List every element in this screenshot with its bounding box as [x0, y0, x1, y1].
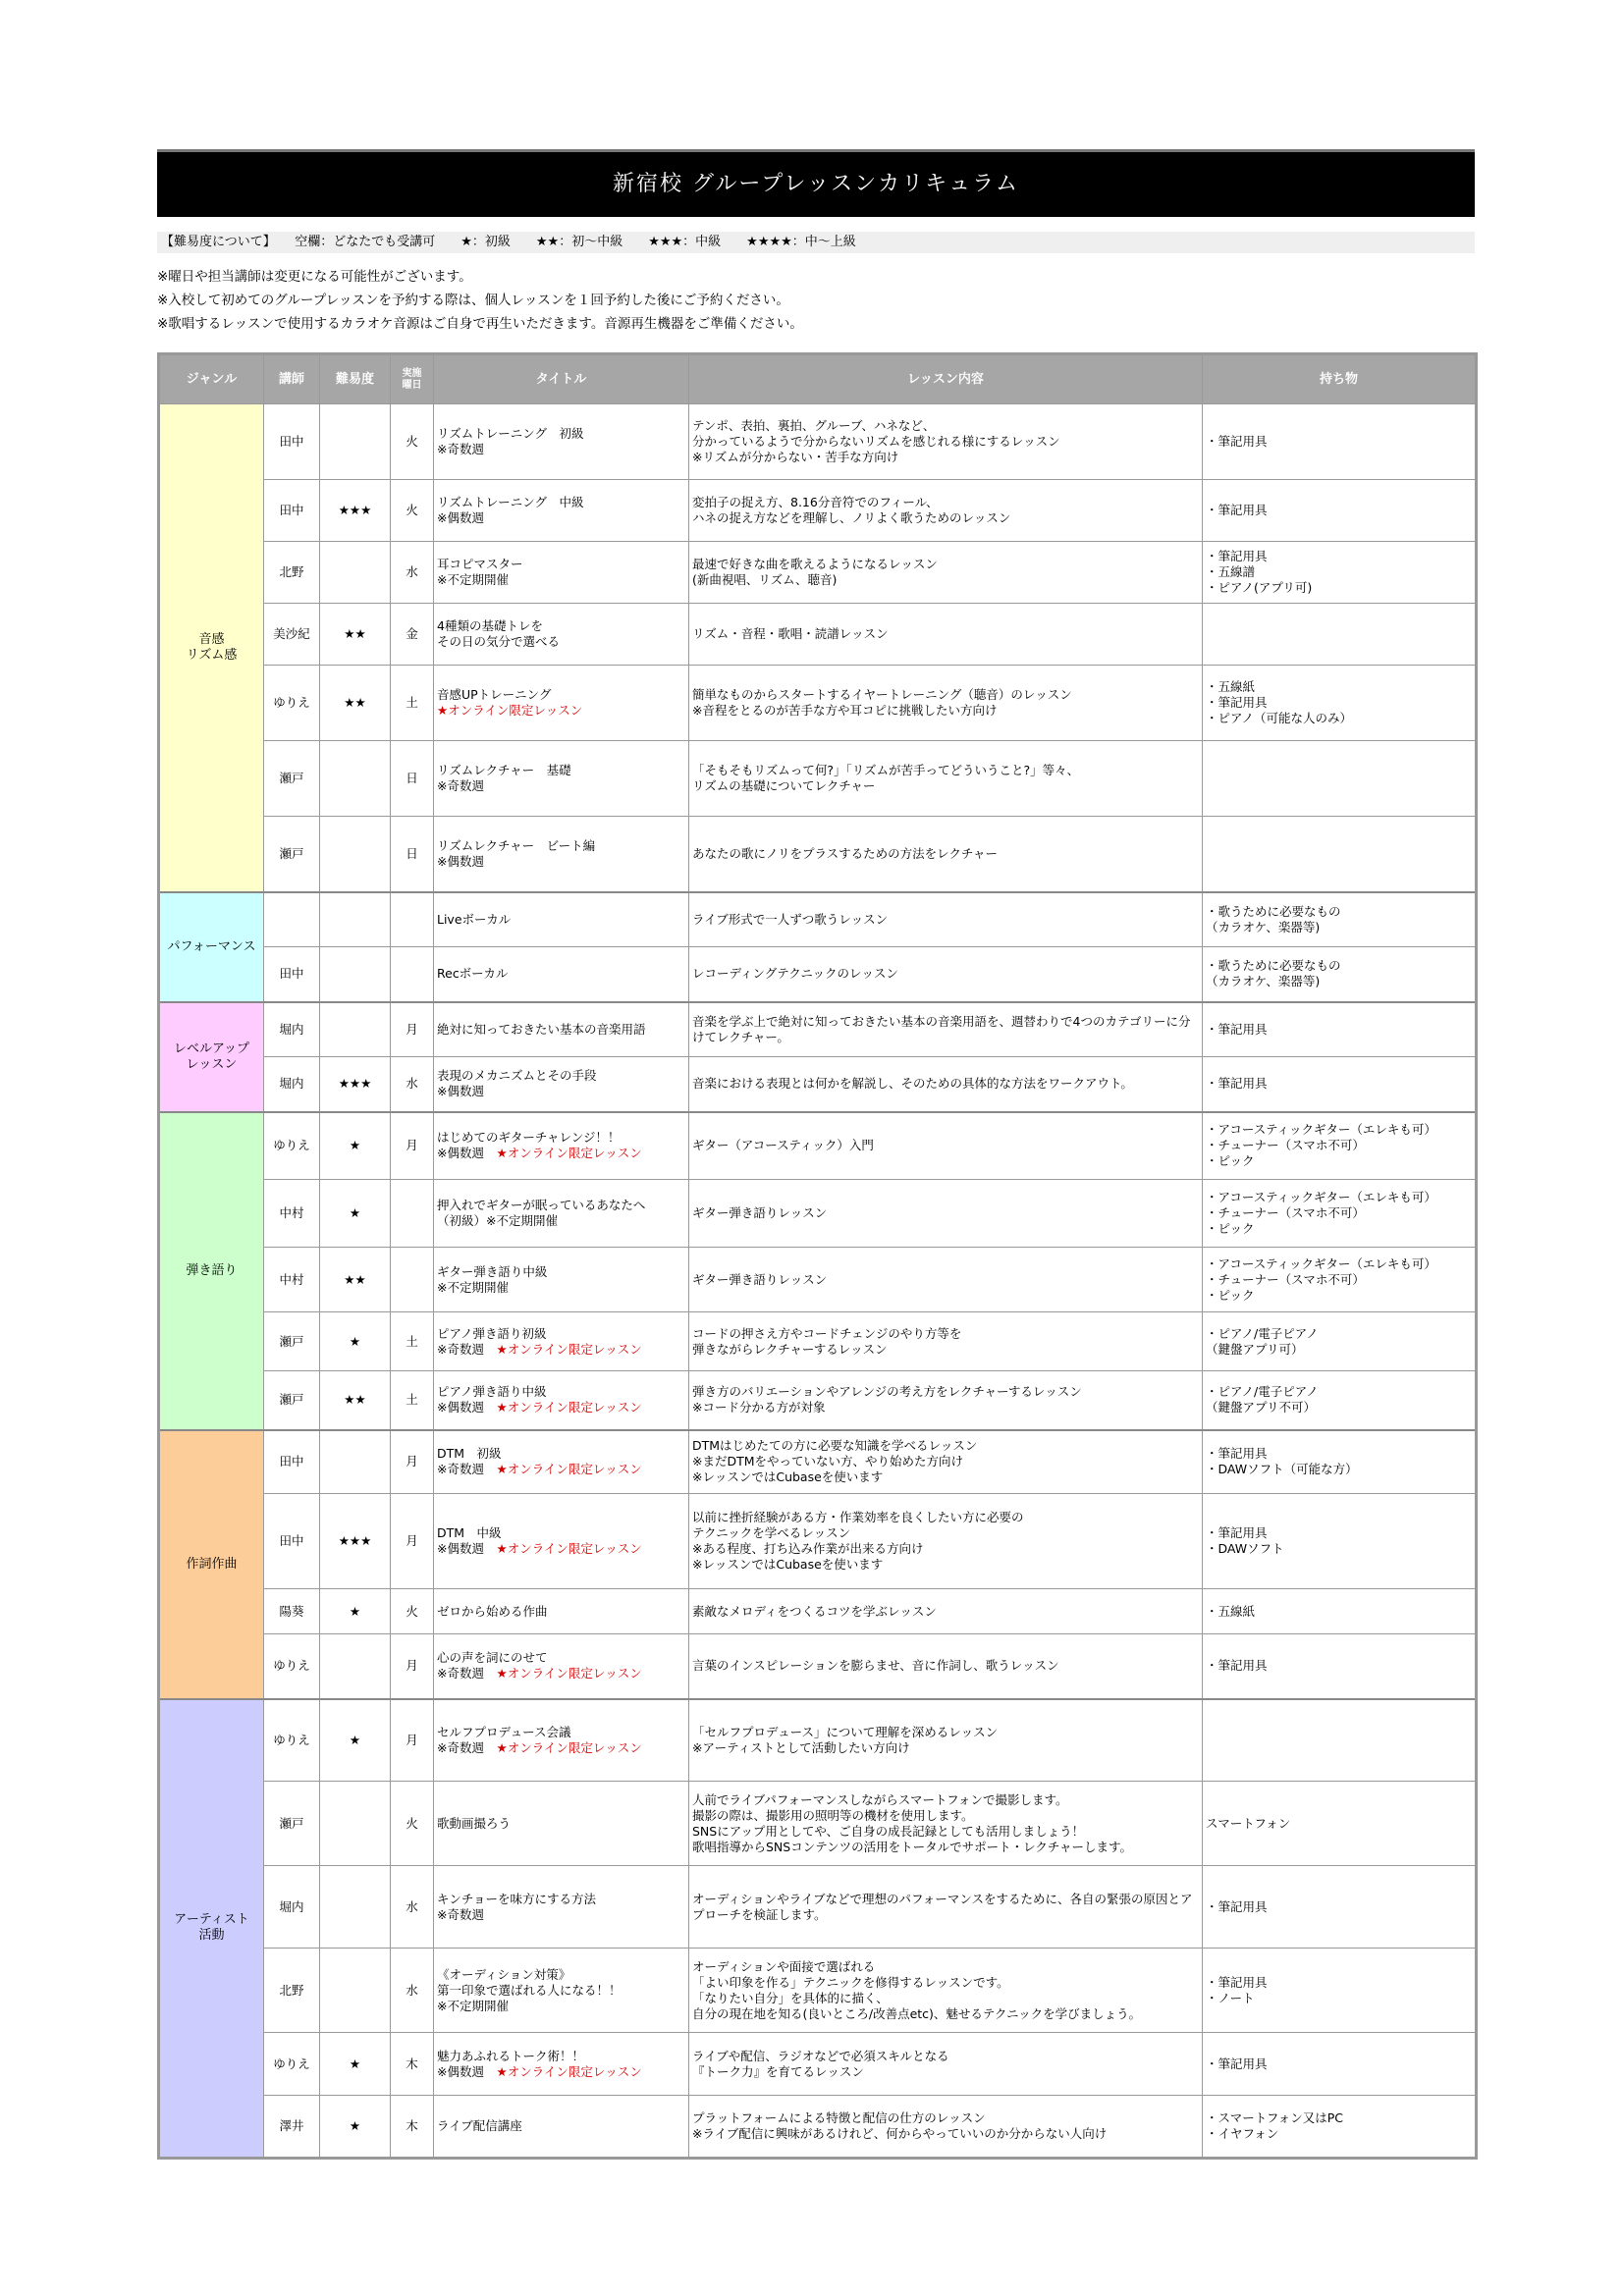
table-row: [159, 666, 1477, 741]
title-cell: [434, 1180, 689, 1248]
lesson-schedule-note: ※偶数週: [437, 1146, 497, 1161]
lesson-schedule-note: ※偶数週: [437, 1541, 497, 1556]
items-cell: スマートフォン: [1203, 1782, 1477, 1866]
lesson-title: Recボーカル: [437, 966, 509, 982]
lesson-title: 魅力あふれるトーク術！！: [437, 2048, 585, 2063]
lesson-schedule-note: ※奇数週: [437, 442, 484, 456]
lesson-schedule-note: ※不定期開催: [437, 1279, 509, 1295]
title-cell: [434, 2096, 689, 2159]
table-row: [159, 404, 1477, 480]
day-cell: [391, 1248, 434, 1312]
day-cell: 日: [391, 741, 434, 817]
items-cell: ・スマートフォン又はPC ・イヤフォン: [1203, 2096, 1477, 2159]
level-cell: [320, 1002, 391, 1057]
header-day: 実施 曜日: [391, 354, 434, 404]
title-cell: [434, 1866, 689, 1949]
table-row: [159, 947, 1477, 1002]
title-cell: [434, 1112, 689, 1180]
items-cell: [1203, 1699, 1477, 1782]
level-cell: [320, 404, 391, 480]
online-only-badge: ★オンライン限定レッスン: [496, 2063, 642, 2079]
level-cell: [320, 1949, 391, 2033]
page-title: 新宿校 グループレッスンカリキュラム: [157, 149, 1475, 217]
lesson-title: DTM 中級: [437, 1525, 502, 1540]
table-row: [159, 1180, 1477, 1248]
teacher-cell: 瀬戸: [264, 1371, 320, 1430]
day-cell: 水: [391, 1057, 434, 1112]
content-cell: あなたの歌にノリをプラスするための方法をレクチャー: [689, 817, 1203, 892]
teacher-cell: 田中: [264, 947, 320, 1002]
level-cell: [320, 1430, 391, 1494]
items-cell: ・アコースティックギター（エレキも可） ・チューナー（スマホ不可） ・ピック: [1203, 1248, 1477, 1312]
lesson-title: セルフプロデュース会議: [437, 1724, 571, 1739]
lesson-title: キンチョーを味方にする方法: [437, 1891, 597, 1906]
lesson-schedule-note: ※偶数週: [437, 1400, 497, 1415]
table-row: [159, 817, 1477, 892]
teacher-cell: 北野: [264, 542, 320, 604]
items-cell: [1203, 604, 1477, 666]
items-cell: ・五線紙 ・筆記用具 ・ピアノ（可能な人のみ）: [1203, 666, 1477, 741]
note: ※曜日や担当講師は変更になる可能性がございます。: [157, 269, 472, 285]
content-cell: 簡単なものからスタートするイヤートレーニング（聴音）のレッスン ※音程をとるのが苦手な方や耳コピに挑戦したい方向け: [689, 666, 1203, 741]
teacher-cell: 田中: [264, 404, 320, 480]
lesson-schedule-note: ※奇数週: [437, 1341, 497, 1357]
day-cell: 月: [391, 1494, 434, 1589]
content-cell: 弾き方のバリエーションやアレンジの考え方をレクチャーするレッスン ※コード分かる方が対象: [689, 1371, 1203, 1430]
lesson-title: 心の声を詞にのせて: [437, 1650, 548, 1666]
page: [157, 149, 1475, 2160]
level-cell: [320, 1782, 391, 1866]
online-only-badge: ★オンライン限定レッスン: [437, 703, 583, 718]
teacher-cell: 田中: [264, 480, 320, 542]
teacher-cell: 瀬戸: [264, 1782, 320, 1866]
online-only-badge: ★オンライン限定レッスン: [496, 1666, 642, 1682]
day-cell: 土: [391, 666, 434, 741]
title-cell: [434, 1699, 689, 1782]
teacher-cell: 堀内: [264, 1866, 320, 1949]
genre-cell: 作詞作曲: [159, 1430, 264, 1699]
online-only-badge: ★オンライン限定レッスン: [496, 1341, 642, 1357]
level-cell: [320, 1634, 391, 1699]
title-cell: [434, 1248, 689, 1312]
day-cell: 水: [391, 1866, 434, 1949]
table-row: [159, 1866, 1477, 1949]
day-cell: [391, 947, 434, 1002]
lesson-schedule-note: ※不定期開催: [437, 1998, 509, 2013]
items-cell: ・歌うために必要なもの （カラオケ、楽器等): [1203, 892, 1477, 947]
teacher-cell: 堀内: [264, 1002, 320, 1057]
content-cell: ライブ形式で一人ずつ歌うレッスン: [689, 892, 1203, 947]
teacher-cell: [264, 892, 320, 947]
table-row: [159, 1430, 1477, 1494]
day-cell: [391, 892, 434, 947]
content-cell: リズム・音程・歌唱・読譜レッスン: [689, 604, 1203, 666]
content-cell: レコーディングテクニックのレッスン: [689, 947, 1203, 1002]
items-cell: ・筆記用具: [1203, 1866, 1477, 1949]
items-cell: ・筆記用具: [1203, 1002, 1477, 1057]
lesson-schedule-note: ※奇数週: [437, 778, 484, 793]
teacher-cell: 田中: [264, 1430, 320, 1494]
teacher-cell: 中村: [264, 1180, 320, 1248]
lesson-title: Liveボーカル: [437, 911, 512, 927]
content-cell: テンポ、表拍、裏拍、グルーブ、ハネなど、 分かっているようで分からないリズムを感じれる様にするレッスン ※リズムが分からない・苦手な方向け: [689, 404, 1203, 480]
lesson-schedule-note: ※不定期開催: [437, 572, 509, 587]
table-row: [159, 1782, 1477, 1866]
teacher-cell: 瀬戸: [264, 741, 320, 817]
level-cell: ★★: [320, 666, 391, 741]
day-cell: 金: [391, 604, 434, 666]
teacher-cell: 中村: [264, 1248, 320, 1312]
items-cell: ・筆記用具: [1203, 2033, 1477, 2096]
teacher-cell: 堀内: [264, 1057, 320, 1112]
title-cell: [434, 666, 689, 741]
online-only-badge: ★オンライン限定レッスン: [496, 1146, 642, 1161]
online-only-badge: ★オンライン限定レッスン: [496, 1541, 642, 1556]
day-cell: 月: [391, 1112, 434, 1180]
day-cell: 火: [391, 404, 434, 480]
teacher-cell: ゆりえ: [264, 2033, 320, 2096]
items-cell: ・ピアノ/電子ピアノ （鍵盤アプリ可）: [1203, 1312, 1477, 1371]
level-cell: ★★★: [320, 480, 391, 542]
level-cell: ★★: [320, 1248, 391, 1312]
lesson-title: リズムトレーニング 初級: [437, 426, 584, 441]
genre-cell: 弾き語り: [159, 1112, 264, 1430]
title-cell: [434, 2033, 689, 2096]
day-cell: 水: [391, 1949, 434, 2033]
items-cell: ・筆記用具 ・ノート: [1203, 1949, 1477, 2033]
title-cell: [434, 1949, 689, 2033]
lesson-schedule-note: ※偶数週: [437, 2063, 497, 2079]
lesson-title: 音感UPトレーニング: [437, 687, 552, 702]
teacher-cell: 北野: [264, 1949, 320, 2033]
table-row: [159, 2096, 1477, 2159]
items-cell: ・筆記用具: [1203, 480, 1477, 542]
table-row: [159, 542, 1477, 604]
items-cell: [1203, 741, 1477, 817]
lesson-title: ゼロから始める作曲: [437, 1603, 548, 1619]
content-cell: 人前でライブパフォーマンスしながらスマートフォンで撮影します。 撮影の際は、撮影用の照明等の機材を使用します。 SNSにアップ用としてや、ご自身の成長記録としても活用しましょう！ 歌唱指導からSNSコンテンツの活用をトータルでサポート・レクチャーします。: [689, 1782, 1203, 1866]
genre-cell: レベルアップ レッスン: [159, 1002, 264, 1112]
note: ※入校して初めてのグループレッスンを予約する際は、個人レッスンを１回予約した後にご予約ください。: [157, 293, 789, 308]
content-cell: 「そもそもリズムって何?」「リズムが苦手ってどういうこと?」等々、 リズムの基礎についてレクチャー: [689, 741, 1203, 817]
day-cell: 火: [391, 480, 434, 542]
title-cell: [434, 741, 689, 817]
header-level: 難易度: [320, 354, 391, 404]
lesson-schedule-note: ※奇数週: [437, 1739, 497, 1755]
level-cell: [320, 892, 391, 947]
teacher-cell: ゆりえ: [264, 1634, 320, 1699]
level-cell: ★: [320, 1312, 391, 1371]
lesson-title: リズムトレーニング 中級: [437, 495, 584, 509]
day-cell: 月: [391, 1699, 434, 1782]
lesson-title: 押入れでギターが眠っているあなたへ （初級）※不定期開催: [437, 1198, 646, 1228]
items-cell: ・歌うために必要なもの （カラオケ、楽器等): [1203, 947, 1477, 1002]
day-cell: 火: [391, 1589, 434, 1634]
content-cell: オーディションやライブなどで理想のパフォーマンスをするために、各自の緊張の原因とアプローチを検証します。: [689, 1866, 1203, 1949]
lesson-title: はじめてのギターチャレンジ！！: [437, 1130, 621, 1146]
items-cell: ・アコースティックギター（エレキも可） ・チューナー（スマホ不可） ・ピック: [1203, 1112, 1477, 1180]
level-cell: [320, 947, 391, 1002]
table-row: [159, 1057, 1477, 1112]
title-cell: [434, 542, 689, 604]
header-row: [159, 354, 1477, 404]
day-cell: 土: [391, 1312, 434, 1371]
table-row: [159, 1494, 1477, 1589]
lesson-schedule-note: ※奇数週: [437, 1462, 497, 1477]
title-cell: [434, 1589, 689, 1634]
level-cell: ★: [320, 1699, 391, 1782]
teacher-cell: ゆりえ: [264, 1699, 320, 1782]
items-cell: ・筆記用具: [1203, 1634, 1477, 1699]
teacher-cell: 瀬戸: [264, 817, 320, 892]
lesson-schedule-note: ※偶数週: [437, 1084, 484, 1099]
title-cell: [434, 1430, 689, 1494]
level-cell: ★: [320, 1112, 391, 1180]
online-only-badge: ★オンライン限定レッスン: [496, 1462, 642, 1477]
day-cell: 月: [391, 1634, 434, 1699]
items-cell: ・筆記用具 ・DAWソフト（可能な方）: [1203, 1430, 1477, 1494]
title-cell: [434, 1312, 689, 1371]
level-cell: [320, 542, 391, 604]
teacher-cell: 瀬戸: [264, 1312, 320, 1371]
title-cell: [434, 947, 689, 1002]
lesson-title: リズムレクチャー ビート編: [437, 837, 596, 853]
level-cell: [320, 741, 391, 817]
table-row: [159, 1002, 1477, 1057]
content-cell: 「セルフプロデュース」について理解を深めるレッスン ※アーティストとして活動したい方向け: [689, 1699, 1203, 1782]
title-cell: [434, 1057, 689, 1112]
content-cell: 変拍子の捉え方、8.16分音符でのフィール、 ハネの捉え方などを理解し、ノリよく歌うためのレッスン: [689, 480, 1203, 542]
teacher-cell: 田中: [264, 1494, 320, 1589]
table-row: [159, 1634, 1477, 1699]
title-cell: [434, 480, 689, 542]
level-cell: ★★: [320, 604, 391, 666]
level-cell: ★: [320, 1589, 391, 1634]
table-row: [159, 1589, 1477, 1634]
lesson-title: ピアノ弾き語り中級: [437, 1384, 547, 1400]
lesson-schedule-note: ※奇数週: [437, 1666, 497, 1682]
items-cell: ・筆記用具: [1203, 404, 1477, 480]
header-title: タイトル: [434, 354, 689, 404]
content-cell: 以前に挫折経験がある方・作業効率を良くしたい方に必要の テクニックを学べるレッスン ※ある程度、打ち込み作業が出来る方向け ※レッスンではCubaseを使います: [689, 1494, 1203, 1589]
day-cell: 木: [391, 2096, 434, 2159]
table-row: [159, 1248, 1477, 1312]
lesson-title: 《オーディション対策》 第一印象で選ばれる人になる！！: [437, 1966, 622, 1998]
table-row: [159, 741, 1477, 817]
items-cell: ・筆記用具 ・DAWソフト: [1203, 1494, 1477, 1589]
title-cell: [434, 604, 689, 666]
day-cell: 土: [391, 1371, 434, 1430]
day-cell: 月: [391, 1430, 434, 1494]
level-cell: ★★: [320, 1371, 391, 1430]
lesson-title: 4種類の基礎トレを その日の気分で選べる: [437, 618, 561, 649]
content-cell: 言葉のインスピレーションを膨らませ、音に作詞し、歌うレッスン: [689, 1634, 1203, 1699]
items-cell: ・筆記用具: [1203, 1057, 1477, 1112]
content-cell: 音楽を学ぶ上で絶対に知っておきたい基本の音楽用語を、週替わりで4つのカテゴリーに分けてレクチャー。: [689, 1002, 1203, 1057]
table-row: [159, 1371, 1477, 1430]
content-cell: DTMはじめたての方に必要な知識を学べるレッスン ※まだDTMをやっていない方、やり始めた方向け ※レッスンではCubaseを使います: [689, 1430, 1203, 1494]
title-cell: [434, 1002, 689, 1057]
note: ※歌唱するレッスンで使用するカラオケ音源はご自身で再生いただきます。音源再生機器をご準備ください。: [157, 316, 803, 332]
items-cell: ・五線紙: [1203, 1589, 1477, 1634]
table-row: [159, 604, 1477, 666]
day-cell: 日: [391, 817, 434, 892]
genre-cell: アーティスト 活動: [159, 1699, 264, 2159]
content-cell: 素敵なメロディをつくるコツを学ぶレッスン: [689, 1589, 1203, 1634]
lesson-schedule-note: ※偶数週: [437, 853, 484, 869]
content-cell: オーディションや面接で選ばれる 「よい印象を作る」テクニックを修得するレッスンです。 「なりたい自分」を具体的に描く、 自分の現在地を知る(良いところ/改善点etc)、魅せるテクニックを学びましょう。: [689, 1949, 1203, 2033]
title-cell: [434, 892, 689, 947]
lesson-title: 絶対に知っておきたい基本の音楽用語: [437, 1021, 646, 1037]
table-row: [159, 1949, 1477, 2033]
level-cell: [320, 1866, 391, 1949]
title-cell: [434, 1494, 689, 1589]
online-only-badge: ★オンライン限定レッスン: [496, 1400, 642, 1415]
items-cell: [1203, 817, 1477, 892]
lesson-title: ライブ配信講座: [437, 2118, 522, 2133]
content-cell: ギター（アコースティック）入門: [689, 1112, 1203, 1180]
items-cell: ・筆記用具 ・五線譜 ・ピアノ(アプリ可): [1203, 542, 1477, 604]
day-cell: 木: [391, 2033, 434, 2096]
lesson-title: 表現のメカニズムとその手段: [437, 1068, 597, 1084]
table-row: [159, 892, 1477, 947]
day-cell: 火: [391, 1782, 434, 1866]
table-row: [159, 480, 1477, 542]
content-cell: プラットフォームによる特徴と配信の仕方のレッスン ※ライブ配信に興味があるけれど、何からやっていいのか分からない人向け: [689, 2096, 1203, 2159]
lesson-title: ピアノ弾き語り初級: [437, 1325, 547, 1341]
level-cell: ★: [320, 2033, 391, 2096]
content-cell: 音楽における表現とは何かを解説し、そのための具体的な方法をワークアウト。: [689, 1057, 1203, 1112]
lesson-title: ギター弾き語り中級: [437, 1263, 548, 1279]
table-body: [159, 404, 1477, 2159]
content-cell: ギター弾き語りレッスン: [689, 1248, 1203, 1312]
lesson-schedule-note: ※奇数週: [437, 1906, 484, 1922]
genre-cell: パフォーマンス: [159, 892, 264, 1002]
content-cell: ライブや配信、ラジオなどで必須スキルとなる 『トーク力』を育てるレッスン: [689, 2033, 1203, 2096]
header-content: レッスン内容: [689, 354, 1203, 404]
level-cell: ★★★: [320, 1057, 391, 1112]
teacher-cell: ゆりえ: [264, 1112, 320, 1180]
content-cell: コードの押さえ方やコードチェンジのやり方等を 弾きながらレクチャーするレッスン: [689, 1312, 1203, 1371]
day-cell: [391, 1180, 434, 1248]
table-row: [159, 1699, 1477, 1782]
title-cell: [434, 1371, 689, 1430]
table-row: [159, 1312, 1477, 1371]
header-teacher: 講師: [264, 354, 320, 404]
lesson-title: DTM 初級: [437, 1446, 502, 1462]
items-cell: ・ピアノ/電子ピアノ （鍵盤アプリ不可）: [1203, 1371, 1477, 1430]
teacher-cell: 陽葵: [264, 1589, 320, 1634]
day-cell: 月: [391, 1002, 434, 1057]
notes: [157, 265, 1475, 336]
title-cell: [434, 404, 689, 480]
items-cell: ・アコースティックギター（エレキも可） ・チューナー（スマホ不可） ・ピック: [1203, 1180, 1477, 1248]
title-cell: [434, 1782, 689, 1866]
header-items: 持ち物: [1203, 354, 1477, 404]
header-genre: ジャンル: [159, 354, 264, 404]
teacher-cell: 美沙紀: [264, 604, 320, 666]
content-cell: ギター弾き語りレッスン: [689, 1180, 1203, 1248]
title-cell: [434, 1634, 689, 1699]
teacher-cell: 澤井: [264, 2096, 320, 2159]
title-cell: [434, 817, 689, 892]
level-cell: ★: [320, 2096, 391, 2159]
genre-cell: 音感 リズム感: [159, 404, 264, 892]
teacher-cell: ゆりえ: [264, 666, 320, 741]
curriculum-table: [157, 352, 1478, 2160]
lesson-schedule-note: ※偶数週: [437, 510, 484, 525]
lesson-title: 歌動画撮ろう: [437, 1815, 512, 1831]
day-cell: 水: [391, 542, 434, 604]
level-cell: [320, 817, 391, 892]
lesson-title: 耳コピマスター: [437, 557, 523, 571]
content-cell: 最速で好きな曲を歌えるようになるレッスン (新曲視唱、リズム、聴音): [689, 542, 1203, 604]
difficulty-legend: 【難易度について】 空欄：どなたでも受講可 ★：初級 ★★：初〜中級 ★★★：中級 ★★★★：中〜上級: [157, 232, 1475, 253]
table-row: [159, 1112, 1477, 1180]
level-cell: ★: [320, 1180, 391, 1248]
online-only-badge: ★オンライン限定レッスン: [496, 1739, 642, 1755]
lesson-title: リズムレクチャー 基礎: [437, 763, 571, 777]
table-row: [159, 2033, 1477, 2096]
level-cell: ★★★: [320, 1494, 391, 1589]
